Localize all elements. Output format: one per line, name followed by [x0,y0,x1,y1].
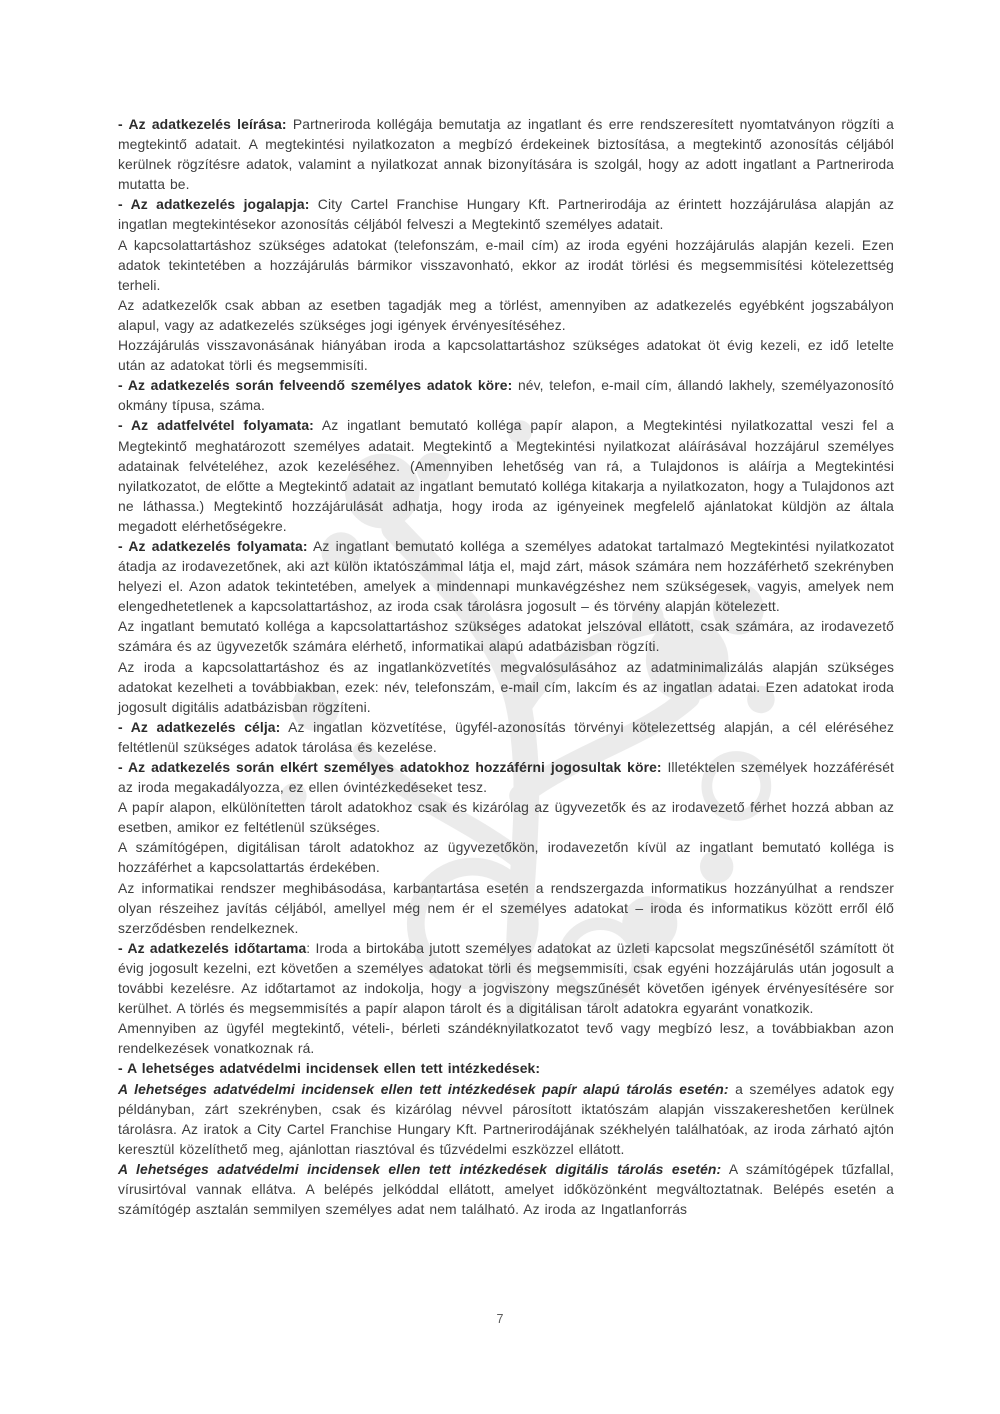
paragraph: - Az adatfelvétel folyamata: Az ingatlant bemutató kolléga papír alapon, a Megtekintési nyilatkozattal veszi fel a Megtekintő meghatározott személyes adatait. Megtekintő a Megtekintési nyilatkozat aláírásával hozzájárul személyes adatainak felvételéhez, azok kezeléséhez. (Amennyiben lehetőség van rá, a Tulajdonos is aláírja a Megtekintési nyilatkozatot, de előtte a Megtekintő adatait az ingatlant bemutató kolléga kitakarja a nyilatkozaton, hogy a Tulajdonos azt ne láthassa.) Megtekintő hozzájárulását adhatja, hogy iroda az igényeinek megfelelő ajánlatokat küldjön az általa megadott elérhetőségekre. [118,417,895,534]
paragraph: - Az adatkezelés időtartama: Iroda a birtokába jutott személyes adatokat az üzleti kapcsolat megszűnésétől számított öt évig jogosult kezelni, ezt követően a személyes adatokat törli és megsemmisíti, csak egyéni hozzájárulás után jogosult a további kezelésre. Az időtartamot az indokolja, hogy a jogviszony megszűnését követően igények érvényesítésére sor kerülhet. A törlés és megsemmisítés a papír alapon tárolt és a digitálisan tárolt adatokra egyaránt vonatkozik. [118,939,895,1017]
paragraph: A lehetséges adatvédelmi incidensek ellen tett intézkedések papír alapú tárolás esetén: a személyes adatok egy példányban, zárt szekrényben, csak és kizárólag névvel párosított iktatószám alapján visszakereshetően kerülnek tárolásra. Az iratok a City Cartel Franchise Hungary Kft. Partnerirodájának székhelyén találhatóak, az iroda zárható ajtón keresztül közelíthető meg, ajánlottan riasztóval és tűzvédelmi eszközzel ellátott. [118,1080,894,1157]
paragraph: - Az adatkezelés folyamata: Az ingatlant bemutató kolléga a személyes adatokat tartalmazó Megtekintési nyilatkozatot átadja az irodavezetőnek, aki azt külön iktatószámmal látja el, majd zárt, mások számára nem hozzáférhető szekrényben helyezi el. Azon adatok tekintetében, amelyek a mindennapi munkavégzéshez nem szükségesek, vagyis, amelyek nem elengedhetetlenek a kapcsolattartáshoz, az iroda csak tárolásra jogosult – és törvény alapján kötelezett. [118,537,894,615]
paragraph: - Az adatkezelés során felveendő személyes adatok köre: név, telefon, e-mail cím, állandó lakhely, személyazonosító okmány típusa, száma. [118,377,894,414]
paragraph: - Az adatkezelés leírása: Partneriroda kollégája bemutatja az ingatlant és erre rendszeresített nyomtatványon rögzíti a megtekintő adatait. A megtekintési nyilatkozaton a megbízó érdekeinek biztosítása, a megtekintő azonosítás céljából kerülnek rögzítésre adatok, valamint a nyilatkozat annak bizonyítására is szolgál, hogy az adott ingatlant a Partneriroda mutatta be. [118,116,894,193]
paragraph: Az informatikai rendszer meghibásodása, karbantartása esetén a rendszergazda informatikus hozzányúlhat a rendszer olyan részeihez javítás céljából, amellyel még nem ér el személyes adatokat – iroda és informatikus között erről élő szerződésben rendelkeznek. [118,879,894,936]
paragraph-lead: - Az adatkezelés időtartama [118,939,307,956]
paragraph-lead: - Az adatkezelés folyamata: [118,537,308,554]
paragraph-lead: A lehetséges adatvédelmi incidensek ellen tett intézkedések digitális tárolás esetén: [118,1160,722,1177]
paragraph [118,1058,894,1078]
paragraph-lead: A lehetséges adatvédelmi incidensek ellen tett intézkedések papír alapú tárolás esetén: [118,1080,729,1097]
paragraph: - Az adatkezelés jogalapja: City Cartel Franchise Hungary Kft. Partnerirodája az érintett hozzájárulása alapján az ingatlan megtekintésekor azonosítás céljából felveszi a Megtekintő személyes adatait. [118,196,894,233]
paragraph-lead: - Az adatfelvétel folyamata: [118,417,314,434]
paragraph: A kapcsolattartáshoz szükséges adatokat (telefonszám, e-mail cím) az iroda egyéni hozzájárulás alapján kezeli. Ezen adatok tekintetében a hozzájárulás bármikor visszavonható, ekkor az irodát törlési és megsemmisítési kötelezettség terheli. [118,236,894,293]
paragraph: Az iroda a kapcsolattartáshoz és az ingatlanközvetítés megvalósulásához az adatminimalizálás alapján szükséges adatokat kezelheti a továbbiakban, ezek: név, telefonszám, e-mail cím, lakcím és az ingatlan adatai. Ezen adatokat iroda jogosult digitális adatbázisban rögzíteni. [118,658,894,715]
paragraph: A papír alapon, elkülönítetten tárolt adatokhoz csak és kizárólag az ügyvezetők és az irodavezető férhet hozzá abban az esetben, amikor ez feltétlenül szükséges. [118,799,894,836]
page-number: 7 [496,1312,504,1326]
paragraph: Hozzájárulás visszavonásának hiányában iroda a kapcsolattartáshoz szükséges adatokat öt évig kezeli, ez idő letelte után az adatokat törli és megsemmisíti. [118,337,894,374]
paragraph-lead: - Az adatkezelés során felveendő személyes adatok köre: [118,377,513,394]
paragraph: Az ingatlant bemutató kolléga a kapcsolattartáshoz szükséges adatokat jelszóval ellátott, csak számára, az irodavezető számára és az ügyvezetők számára elérhető, informatikai alapú adatbázisban rögzíti. [118,618,894,655]
paragraph: - Az adatkezelés során elkért személyes adatokhoz hozzáférni jogosultak köre: Illetéktelen személyek hozzáférését az iroda megakadályozza, ez ellen óvintézkedéseket tesz. [118,759,894,796]
paragraph: Amennyiben az ügyfél megtekintő, vételi-, bérleti szándéknyilatkozatot tevő vagy megbízó lesz, a továbbiakban azon rendelkezések vonatkoznak rá. [118,1020,894,1057]
paragraph: - Az adatkezelés célja: Az ingatlan közvetítése, ügyfél-azonosítás törvényi kötelezettség alapján, a cél eléréséhez feltétlenül szükséges adatok tárolása és kezelése. [118,718,894,755]
paragraph-lead: - Az adatkezelés célja: [118,718,281,735]
paragraph-lead: - A lehetséges adatvédelmi incidensek ellen tett intézkedések: [118,1060,541,1077]
paragraph: A számítógépen, digitálisan tárolt adatokhoz az ügyvezetőkön, irodavezetőn kívül az ingatlant bemutató kolléga is hozzáférhet a kapcsolattartás érdekében. [118,839,894,876]
paragraph: Az adatkezelők csak abban az esetben tagadják meg a törlést, amennyiben az adatkezelés egyébként jogszabályon alapul, vagy az adatkezelés szükséges jogi igények érvényesítéséhez. [118,296,894,333]
paragraph: A lehetséges adatvédelmi incidensek ellen tett intézkedések digitális tárolás esetén: A számítógépek tűzfallal, vírusirtóval vannak ellátva. A belépés jelkóddal ellátott, amelyet időközönként megváltoztatnak. Belépés esetén a számítógép asztalán semmilyen személyes adat nem található. Az iroda az Ingatlanforrás [118,1160,894,1218]
paragraph-lead: - Az adatkezelés során elkért személyes adatokhoz hozzáférni jogosultak köre: [118,759,662,775]
paragraph-lead: - Az adatkezelés jogalapja: [118,196,310,213]
text-block [118,114,894,1219]
paragraph-lead: - Az adatkezelés leírása: [118,116,287,132]
